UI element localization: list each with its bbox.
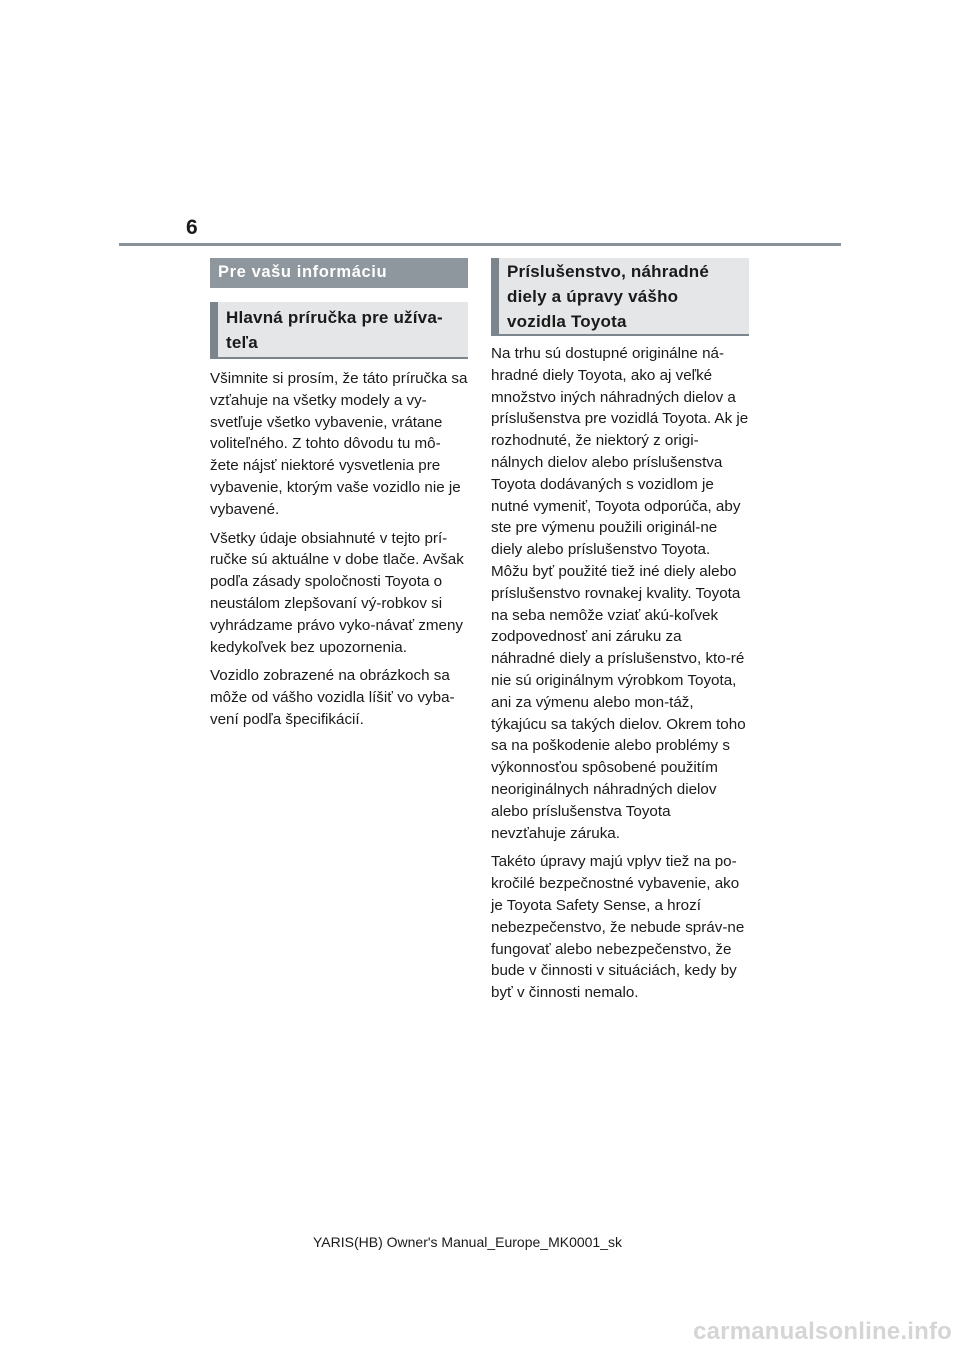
subheading-owners-manual <box>210 302 468 359</box>
footer-manual-id: YARIS(HB) Owner's Manual_Europe_MK0001_sk <box>313 1234 622 1250</box>
right-column <box>491 258 749 1004</box>
subheading-accessories <box>491 258 749 336</box>
left-paragraphs <box>210 368 468 731</box>
section-title-bar: Pre vašu informáciu <box>210 258 468 288</box>
page-number: 6 <box>186 216 198 239</box>
paragraph: Na trhu sú dostupné originálne ná-hradné diely Toyota, ako aj veľké množstvo iných náhradných dielov a príslušenstva pre vozidlá Toyota. Ak je rozhodnuté, že niektorý z origi-nálnych dielov alebo príslušenstva Toyota dodávaných s vozidlom je nutné vymeniť, Toyota odporúča, aby ste pre výmenu použili originál-ne diely alebo príslušenstvo Toyota. Môžu byť použité tiež iné diely alebo príslušenstvo rovnakej kvality. Toyota na seba nemôže vziať akú-koľvek zodpovednosť ani záruku za náhradné diely a príslušenstvo, kto-ré nie sú originálnym výrobkom Toyota, ani za výmenu alebo mon-táž, týkajúcu sa takých dielov. Okrem toho sa na poškodenie alebo problémy s výkonnosťou spôsobené použitím neoriginálnych náhradných dielov alebo príslušenstva Toyota nevzťahuje záruka. <box>491 345 749 842</box>
right-paragraphs <box>491 343 749 1004</box>
paragraph: Takéto úpravy majú vplyv tiež na po-kročilé bezpečnostné vybavenie, ako je Toyota Safety Sense, a hrozí nebezpečenstvo, že nebude správ-ne fungovať alebo nebezpečenstvo, že bude v činnosti v situáciách, kedy by byť v činnosti nemalo. <box>491 853 745 1002</box>
paragraph: Vozidlo zobrazené na obrázkoch sa môže od vášho vozidla líšiť vo vyba-vení podľa špecifikácií. <box>210 667 455 728</box>
header-divider <box>119 243 841 246</box>
left-column <box>210 258 468 731</box>
paragraph: Všimnite si prosím, že táto príručka sa vzťahuje na všetky modely a vy-svetľuje všetko vybavenie, vrátane voliteľného. Z tohto dôvodu tu mô-žete nájsť niektoré vysvetlenia pre vybavenie, ktorým vaše vozidlo nie je vybavené. <box>210 370 468 518</box>
watermark: carmanualsonline.info <box>693 1318 952 1345</box>
subheading-accessories-text: Príslušenstvo, náhradné diely a úpravy vášho vozidla Toyota <box>507 262 710 331</box>
paragraph: Všetky údaje obsiahnuté v tejto prí-ručke sú aktuálne v dobe tlače. Avšak podľa zásady spoločnosti Toyota o neustálom zlepšovaní vý-robkov si vyhrádzame právo vyko-návať zmeny kedykoľvek bez upozornenia. <box>210 529 464 656</box>
subheading-owners-manual-text: Hlavná príručka pre užíva-teľa <box>226 308 443 352</box>
